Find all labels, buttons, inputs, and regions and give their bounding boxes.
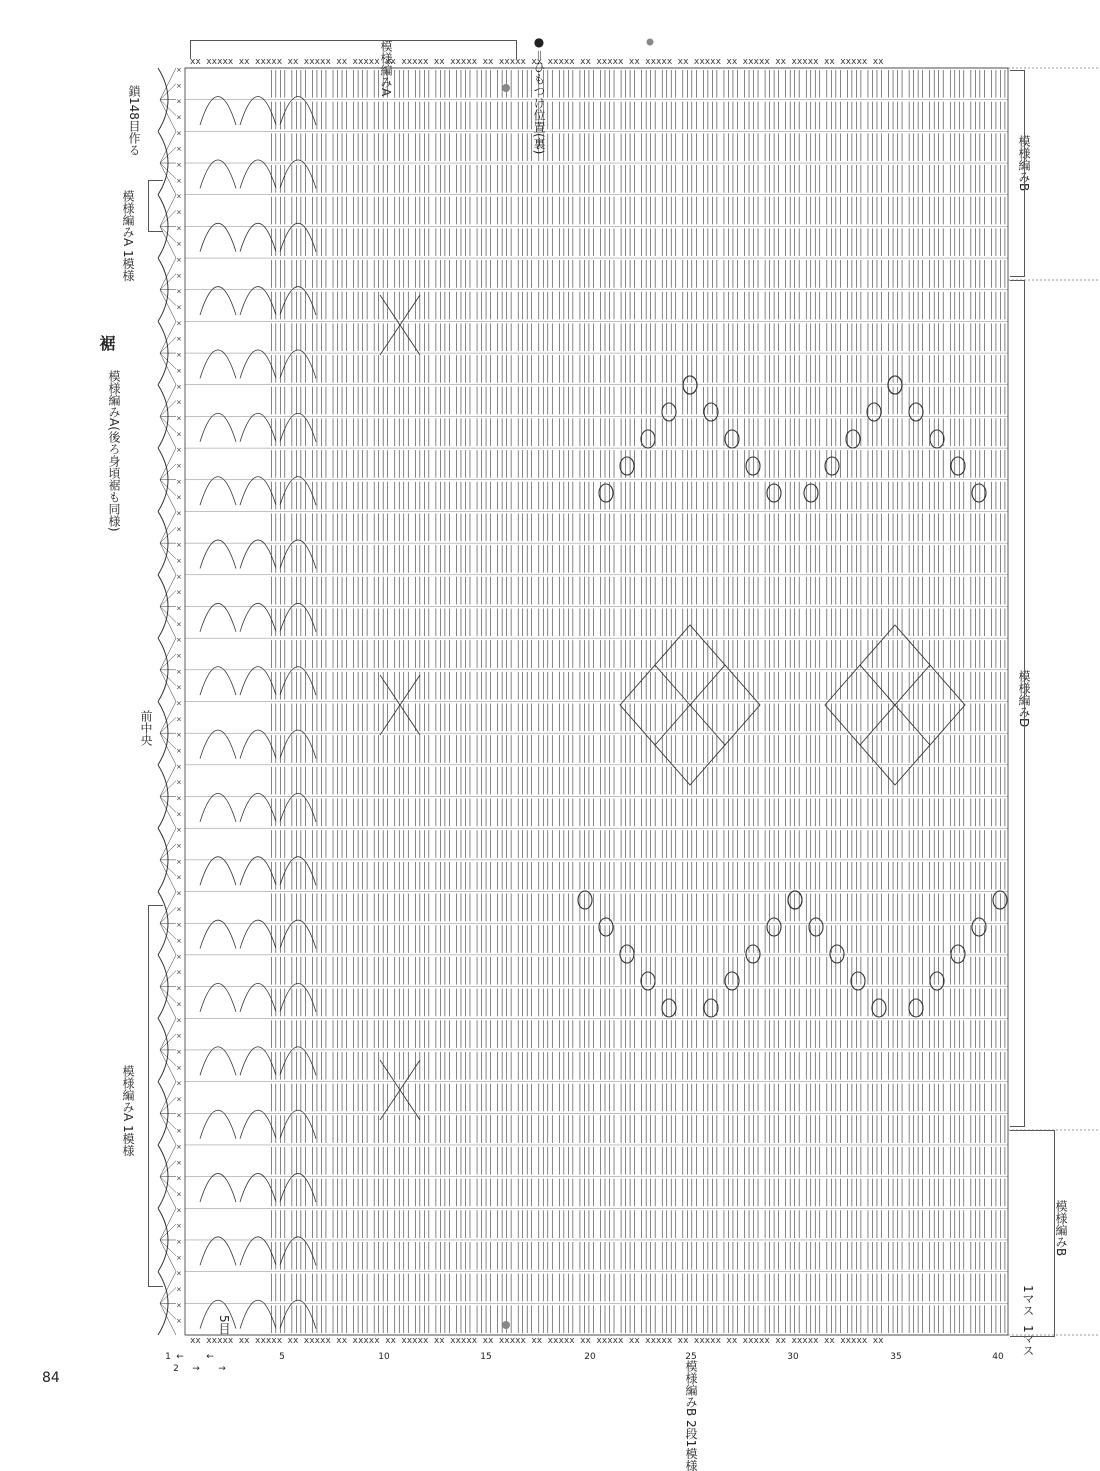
pattern-a-unit-label: 模様編みA 1模様 <box>122 190 134 282</box>
ribbon-position-label: ●＝ひもつけ位置(裏) <box>533 35 545 154</box>
pattern-b-top-label: 模様編みB <box>1018 135 1030 191</box>
one-square-label-a: 1マス <box>1022 1285 1034 1317</box>
pattern-d-label: 模様編みD <box>1018 670 1030 727</box>
pattern-b-bottom-label: 模様編みB <box>1055 1200 1067 1256</box>
pattern-b-2row-label: 模様編みB 2段1模様 <box>685 1360 697 1471</box>
page-number: 84 <box>42 1370 60 1386</box>
one-square-label-b: 1マス <box>1022 1325 1034 1357</box>
front-center-label: 前中央 <box>140 710 152 746</box>
chain-start-label: 鎖148目作る <box>128 85 140 156</box>
pattern-a-top-label: 模様編みA <box>380 40 392 96</box>
pattern-a-unit-label-2: 模様編みA 1模様 <box>122 1065 134 1157</box>
main-title: 裾 <box>98 335 114 351</box>
pattern-a-note: 模様編みA(後ろ身頃裾も同様) <box>108 370 120 532</box>
five-stitches-label: 5目 <box>218 1315 230 1335</box>
